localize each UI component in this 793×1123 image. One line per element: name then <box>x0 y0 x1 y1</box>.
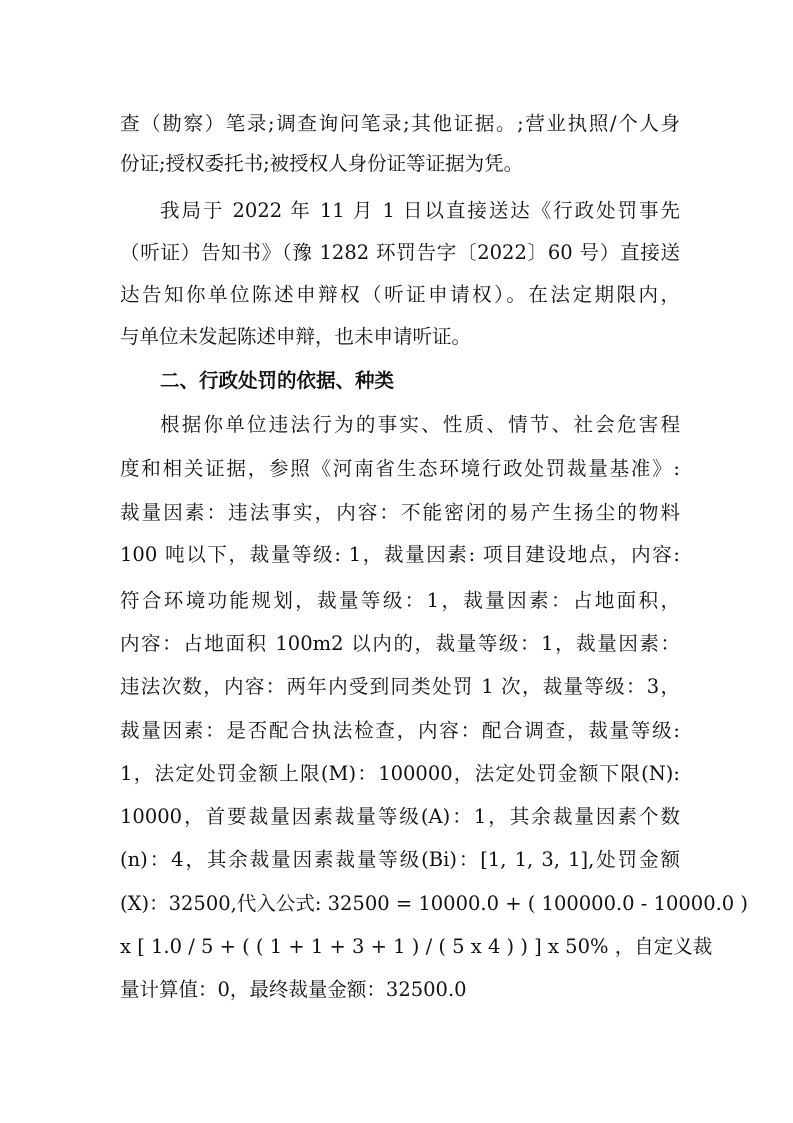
paragraph-line: 符合环境功能规划，裁量等级：1，裁量因素：占地面积， <box>120 589 680 612</box>
paragraph-line: 裁量因素：是否配合执法检查，内容：配合调查，裁量等级: <box>120 719 680 742</box>
paragraph-line: 1，法定处罚金额上限(M)：100000，法定处罚金额下限(N): <box>120 762 680 785</box>
formula-line: (X)：32500,代入公式: 32500 = 10000.0 + ( 100000.0 - 10000.0 ) <box>120 892 749 915</box>
paragraph-line: 裁量因素：违法事实，内容：不能密闭的易产生扬尘的物料 <box>120 501 680 524</box>
paragraph-line: 我局于 2022 年 11 月 1 日以直接送达《行政处罚事先 <box>160 199 680 222</box>
paragraph-line: 违法次数，内容：两年内受到同类处罚 1 次，裁量等级：3， <box>120 675 680 698</box>
paragraph-line: 份证;授权委托书;被授权人身份证等证据为凭。 <box>120 152 524 175</box>
paragraph-line: 量计算值：0，最终裁量金额：32500.0 <box>120 978 467 1001</box>
paragraph-line: 达告知你单位陈述申辩权（听证申请权）。在法定期限内， <box>120 283 680 306</box>
paragraph-line: 与单位未发起陈述申辩，也未申请听证。 <box>120 325 472 348</box>
paragraph-line: (n)：4，其余裁量因素裁量等级(Bi)：[1, 1, 3, 1],处罚金额 <box>120 848 680 871</box>
paragraph-line: 100 吨以下，裁量等级: 1，裁量因素: 项目建设地点，内容: <box>120 543 680 566</box>
paragraph-line: （听证）告知书》（豫 1282 环罚告字〔2022〕60 号）直接送 <box>120 241 680 264</box>
section-heading: 二、行政处罚的依据、种类 <box>160 369 395 392</box>
paragraph-line: 根据你单位违法行为的事实、性质、情节、社会危害程 <box>160 413 680 436</box>
paragraph-line: 10000，首要裁量因素裁量等级(A)：1，其余裁量因素个数 <box>120 805 680 828</box>
paragraph-line: 内容：占地面积 100m2 以内的，裁量等级：1，裁量因素： <box>120 632 680 655</box>
paragraph-line: 查（勘察）笔录;调查询问笔录;其他证据。;营业执照/个人身 <box>120 112 680 135</box>
paragraph-line: 度和相关证据，参照《河南省生态环境行政处罚裁量基准》: <box>120 457 680 480</box>
formula-line: x [ 1.0 / 5 + ( ( 1 + 1 + 3 + 1 ) / ( 5 x 4 ) ) ] x 50% ，自定义裁 <box>120 935 713 958</box>
